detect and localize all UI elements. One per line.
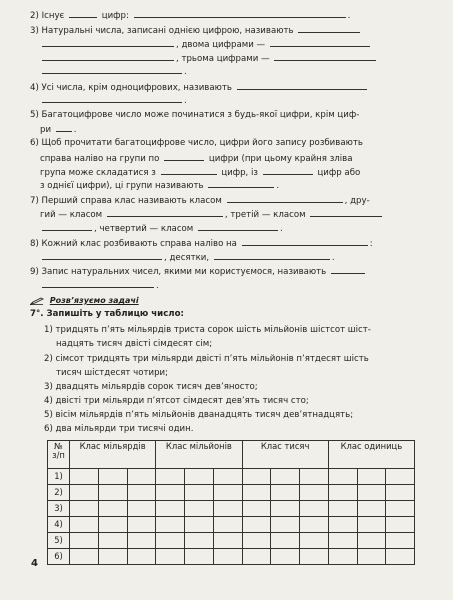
- q6-text-3a: група може складатися з: [40, 168, 156, 178]
- section-header: [30, 296, 139, 305]
- question-6-line-1: [30, 138, 363, 149]
- q8-blank-2[interactable]: [42, 251, 162, 260]
- row-number: 5): [48, 533, 70, 549]
- digit-cell[interactable]: [98, 485, 127, 501]
- question-7-line-2: [40, 208, 384, 221]
- q6-text-2b: цифри (при цьому крайня зліва: [208, 154, 353, 164]
- digit-cell[interactable]: [357, 533, 386, 549]
- digit-cell[interactable]: [185, 517, 214, 533]
- question-7-line-1: [30, 194, 370, 207]
- digit-cell[interactable]: [213, 549, 242, 565]
- task-7-item-text: 5) вісім мільярдів п’ять мільйонів дванадцять тисяч дев’ятнадцять;: [44, 410, 354, 420]
- q7-blank-1[interactable]: [227, 194, 343, 203]
- q7-blank-4[interactable]: [42, 222, 92, 231]
- q6-blank-4[interactable]: [208, 179, 274, 188]
- row-number: 4): [48, 517, 70, 533]
- number-classes-table: [47, 440, 415, 565]
- task-7-item-text: 2) сімсот тридцять три мільярди двісті п’ять мільйонів п’ятдесят шість: [44, 354, 369, 364]
- digit-cell[interactable]: [357, 485, 386, 501]
- digit-cell[interactable]: [242, 549, 271, 565]
- q6-blank-1[interactable]: [164, 152, 204, 161]
- digit-cell[interactable]: [386, 501, 415, 517]
- q5-blank[interactable]: [56, 123, 72, 132]
- task-7-title-text: 7°. Запишіть у таблицю число:: [30, 309, 184, 319]
- digit-cell[interactable]: [70, 533, 99, 549]
- digit-cell[interactable]: [98, 501, 127, 517]
- question-8-line-1: 8) Кожний клас розбивають справа наліво на :: [30, 239, 373, 249]
- question-2: 2) Існує цифр: .: [30, 11, 351, 21]
- digit-cell[interactable]: [328, 485, 357, 501]
- question-5-line-1: [30, 110, 359, 121]
- digit-cell[interactable]: [386, 533, 415, 549]
- digit-cell[interactable]: [213, 469, 242, 485]
- col-thousands-header: [242, 441, 328, 469]
- q7-text-1b: , дру-: [344, 196, 370, 206]
- digit-cell[interactable]: [213, 533, 242, 549]
- task-7-item-text: тисяч шістдесят чотири;: [56, 368, 168, 378]
- class-label: Клас мільйонів: [165, 441, 232, 451]
- q2-text-b: цифр:: [101, 11, 129, 21]
- task-7-item: [44, 424, 193, 435]
- class-label: Клас мільярдів: [79, 441, 146, 451]
- table-row: [48, 485, 415, 501]
- q3-blank-2[interactable]: [42, 38, 174, 47]
- digit-cell[interactable]: [156, 533, 185, 549]
- digit-cell[interactable]: [185, 485, 214, 501]
- digit-cell[interactable]: [300, 469, 329, 485]
- question-3-line-4: .: [40, 65, 187, 78]
- digit-cell[interactable]: [271, 469, 300, 485]
- q7-text-2b: , третій — класом: [224, 210, 306, 220]
- q2-blank-2[interactable]: [134, 9, 346, 18]
- q7-blank-2[interactable]: [107, 208, 223, 217]
- q3-blank-3[interactable]: [270, 38, 370, 47]
- digit-cell[interactable]: [242, 533, 271, 549]
- question-6-line-3: [40, 166, 360, 179]
- digit-cell[interactable]: [271, 549, 300, 565]
- q9-blank-1[interactable]: [331, 265, 365, 274]
- q5-text-1: 5) Багатоцифрове число може починатися з будь-якої цифри, крім циф-: [30, 110, 360, 120]
- digit-cell[interactable]: [213, 485, 242, 501]
- digit-cell[interactable]: [386, 517, 415, 533]
- page-number: 4: [31, 558, 38, 569]
- q7-blank-5[interactable]: [198, 222, 278, 231]
- digit-cell[interactable]: [213, 501, 242, 517]
- digit-cell[interactable]: [98, 549, 127, 565]
- task-7-item: [56, 368, 168, 379]
- pencil-icon: [30, 297, 44, 305]
- digit-cell[interactable]: [156, 517, 185, 533]
- table-row: [48, 533, 415, 549]
- col-millions-header: [156, 441, 242, 469]
- section-label: Розв’язуємо задачі: [49, 296, 139, 305]
- digit-cell[interactable]: [98, 517, 127, 533]
- digit-cell[interactable]: [70, 485, 99, 501]
- q4-blank-2[interactable]: [42, 94, 182, 103]
- digit-cell[interactable]: [127, 549, 156, 565]
- q3-text-1: 3) Натуральні числа, записані однією цифрою, називають: [30, 26, 294, 36]
- digit-cell[interactable]: [127, 501, 156, 517]
- digit-cell[interactable]: [70, 517, 99, 533]
- digit-cell[interactable]: [271, 517, 300, 533]
- col-number-header: [48, 441, 70, 469]
- table-row: [48, 549, 415, 565]
- digit-cell[interactable]: [98, 469, 127, 485]
- q3-blank-6[interactable]: [42, 65, 182, 74]
- q6-blank-3[interactable]: [263, 166, 313, 175]
- digit-cell[interactable]: [271, 533, 300, 549]
- question-7-line-3: , четвертий — класом .: [40, 222, 283, 235]
- question-6-line-2: [40, 152, 352, 165]
- q5-text-2: ри: [40, 125, 52, 135]
- q8-text-2: , десятки,: [164, 253, 210, 263]
- row-number: 1): [48, 469, 70, 485]
- task-7-item-text: 1) тридцять п’ять мільярдів триста сорок шість мільйонів шістсот шіст-: [44, 325, 371, 335]
- digit-cell[interactable]: [127, 485, 156, 501]
- task-7-item: [56, 339, 212, 350]
- question-9-line-2: .: [40, 279, 159, 292]
- task-7-item-text: 4) двісті три мільярди п’ятсот сімдесят дев’ять тисяч сто;: [44, 396, 309, 406]
- q3-blank-5[interactable]: [274, 52, 376, 61]
- q7-blank-3[interactable]: [310, 208, 382, 217]
- digit-cell[interactable]: [357, 549, 386, 565]
- digit-cell[interactable]: [70, 549, 99, 565]
- question-3-line-2: [40, 38, 372, 51]
- q3-blank-1[interactable]: [298, 24, 360, 33]
- q9-blank-2[interactable]: [42, 279, 154, 288]
- digit-cell[interactable]: [185, 501, 214, 517]
- q6-text-2a: справа наліво на групи по: [40, 154, 160, 164]
- question-4-line-1: [30, 81, 369, 94]
- digit-cell[interactable]: [185, 549, 214, 565]
- digit-cell[interactable]: [70, 469, 99, 485]
- digit-cell[interactable]: [357, 517, 386, 533]
- q7-text-2a: гий — класом: [40, 210, 103, 220]
- digit-cell[interactable]: [300, 485, 329, 501]
- table-row: [48, 517, 415, 533]
- class-label: Клас одиниць: [340, 441, 403, 451]
- q9-text: 9) Запис натуральних чисел, якими ми користуємося, називають: [30, 267, 327, 277]
- digit-cell[interactable]: [357, 501, 386, 517]
- digit-cell[interactable]: [98, 533, 127, 549]
- col-units-header: [328, 441, 414, 469]
- question-4-line-2: .: [40, 94, 187, 107]
- digit-cell[interactable]: [156, 469, 185, 485]
- digit-cell[interactable]: [271, 501, 300, 517]
- row-number: 2): [48, 485, 70, 501]
- row-number: 3): [48, 501, 70, 517]
- digit-cell[interactable]: [242, 485, 271, 501]
- digit-cell[interactable]: [357, 469, 386, 485]
- task-7-item: [44, 382, 258, 393]
- digit-cell[interactable]: [386, 469, 415, 485]
- task-7-item-text: надцять тисяч двісті сімдесят сім;: [56, 339, 213, 349]
- q3-blank-4[interactable]: [42, 52, 174, 61]
- q6-text-4: з однієї цифри), ці групи називають: [40, 181, 204, 191]
- col-number-label-2: з/п: [52, 450, 65, 460]
- digit-cell[interactable]: [386, 549, 415, 565]
- q3-text-2: , двома цифрами —: [176, 40, 266, 50]
- q6-text-3b: цифр, із: [221, 168, 258, 178]
- digit-cell[interactable]: [300, 533, 329, 549]
- q7-text-3: , четвертий — класом: [94, 224, 194, 234]
- q8-text-1: 8) Кожний клас розбивають справа наліво на: [30, 239, 237, 249]
- task-7-item: [44, 325, 371, 336]
- task-7-item-text: 3) двадцять мільярдів сорок тисяч дев’яносто;: [44, 382, 258, 392]
- digit-cell[interactable]: [328, 533, 357, 549]
- q2-number: 2): [30, 11, 39, 21]
- digit-cell[interactable]: [127, 533, 156, 549]
- q3-text-3: , трьома цифрами —: [176, 54, 270, 64]
- digit-cell[interactable]: [300, 517, 329, 533]
- digit-cell[interactable]: [242, 517, 271, 533]
- digit-cell[interactable]: [386, 485, 415, 501]
- task-7-item: [44, 410, 353, 421]
- q6-blank-2[interactable]: [161, 166, 217, 175]
- q2-blank-1[interactable]: [69, 9, 97, 18]
- digit-cell[interactable]: [127, 517, 156, 533]
- digit-cell[interactable]: [127, 469, 156, 485]
- question-9-line-1: [30, 265, 367, 278]
- question-6-line-4: з однієї цифри), ці групи називають .: [40, 181, 280, 191]
- digit-cell[interactable]: [213, 517, 242, 533]
- digit-cell[interactable]: [242, 501, 271, 517]
- class-label: Клас тисяч: [260, 441, 310, 451]
- col-number-label: №: [54, 441, 63, 451]
- q7-text-1a: 7) Перший справа клас називають класом: [30, 196, 222, 206]
- digit-cell[interactable]: [156, 549, 185, 565]
- digit-cell[interactable]: [242, 469, 271, 485]
- q4-blank-1[interactable]: [237, 81, 367, 90]
- question-8-line-2: , десятки, .: [40, 251, 335, 264]
- col-billions-header: [70, 441, 156, 469]
- q2-text-a: Існує: [41, 11, 65, 21]
- table-row: [48, 469, 415, 485]
- digit-cell[interactable]: [300, 549, 329, 565]
- digit-cell[interactable]: [300, 501, 329, 517]
- digit-cell[interactable]: [185, 469, 214, 485]
- q8-blank-3[interactable]: [214, 251, 330, 260]
- digit-cell[interactable]: [185, 533, 214, 549]
- task-7-title: [30, 309, 184, 320]
- task-7-item: [44, 354, 369, 365]
- task-7-item-text: 6) два мільярди три тисячі один.: [44, 424, 194, 434]
- digit-cell[interactable]: [328, 549, 357, 565]
- task-7-item: [44, 396, 309, 407]
- table-row: [48, 501, 415, 517]
- q6-text-3c: цифр або: [317, 168, 361, 178]
- question-3-line-1: [30, 24, 362, 37]
- q6-text-1: 6) Щоб прочитати багатоцифрове число, цифри його запису розбивають: [30, 138, 363, 148]
- digit-cell[interactable]: [328, 501, 357, 517]
- row-number: 6): [48, 549, 70, 565]
- q4-text: 4) Усі числа, крім одноцифрових, називають: [30, 83, 232, 93]
- question-3-line-3: [40, 52, 378, 65]
- digit-cell[interactable]: [156, 485, 185, 501]
- digit-cell[interactable]: [156, 501, 185, 517]
- digit-cell[interactable]: [271, 485, 300, 501]
- digit-cell[interactable]: [328, 517, 357, 533]
- digit-cell[interactable]: [328, 469, 357, 485]
- question-5-line-2: ри .: [40, 125, 77, 135]
- q8-blank-1[interactable]: [242, 237, 368, 246]
- digit-cell[interactable]: [70, 501, 99, 517]
